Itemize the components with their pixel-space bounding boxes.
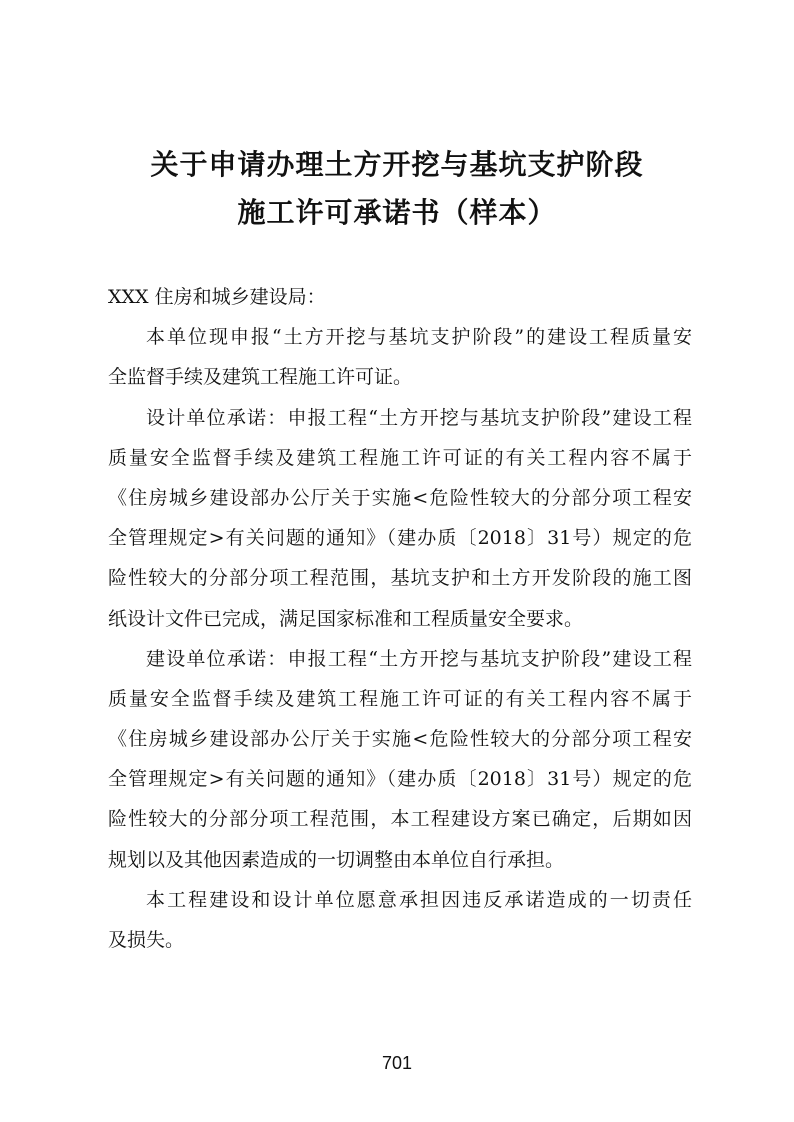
document-title-line-2: 施工许可承诺书（样本） (237, 196, 557, 229)
paragraph-3-line-1: 建设单位承诺：申报工程“土方开挖与基坑支护阶段”建设工程 (146, 647, 692, 670)
paragraph-3-line-5: 险性较大的分部分项工程范围，本工程建设方案已确定，后期如因 (108, 808, 692, 831)
document-body (108, 277, 692, 960)
salutation: XXX 住房和城乡建设局： (108, 286, 326, 308)
paragraph-2-line-3: 《住房城乡建设部办公厅关于实施<危险性较大的分部分项工程安 (108, 486, 692, 509)
paragraph-4-line-2: 及损失。 (108, 929, 185, 951)
paragraph-4-line-1: 本工程建设和设计单位愿意承担因违反承诺造成的一切责任 (146, 888, 692, 911)
paragraph-2-line-6: 纸设计文件已完成，满足国家标准和工程质量安全要求。 (108, 607, 584, 630)
paragraph-1-line-2: 全监督手续及建筑工程施工许可证。 (108, 366, 413, 389)
paragraph-2-line-5: 险性较大的分部分项工程范围，基坑支护和土方开发阶段的施工图 (108, 567, 692, 590)
paragraph-2-line-2: 质量安全监督手续及建筑工程施工许可证的有关工程内容不属于 (108, 446, 692, 469)
paragraph-2-line-1: 设计单位承诺：申报工程“土方开挖与基坑支护阶段”建设工程 (146, 406, 692, 429)
paragraph-3-line-4: 全管理规定>有关问题的通知》（建办质〔2018〕31号）规定的危 (108, 768, 692, 791)
paragraph-3-line-2: 质量安全监督手续及建筑工程施工许可证的有关工程内容不属于 (108, 687, 692, 710)
paragraph-3-line-3: 《住房城乡建设部办公厅关于实施<危险性较大的分部分项工程安 (108, 728, 692, 751)
paragraph-2-line-4: 全管理规定>有关问题的通知》（建办质〔2018〕31号）规定的危 (108, 527, 692, 550)
document-title-line-1: 关于申请办理土方开挖与基坑支护阶段 (150, 148, 644, 181)
paragraph-3-line-6: 规划以及其他因素造成的一切调整由本单位自行承担。 (108, 848, 565, 871)
paragraph-1-line-1: 本单位现申报“土方开挖与基坑支护阶段”的建设工程质量安 (146, 326, 692, 349)
page-number: 701 (381, 1053, 413, 1073)
